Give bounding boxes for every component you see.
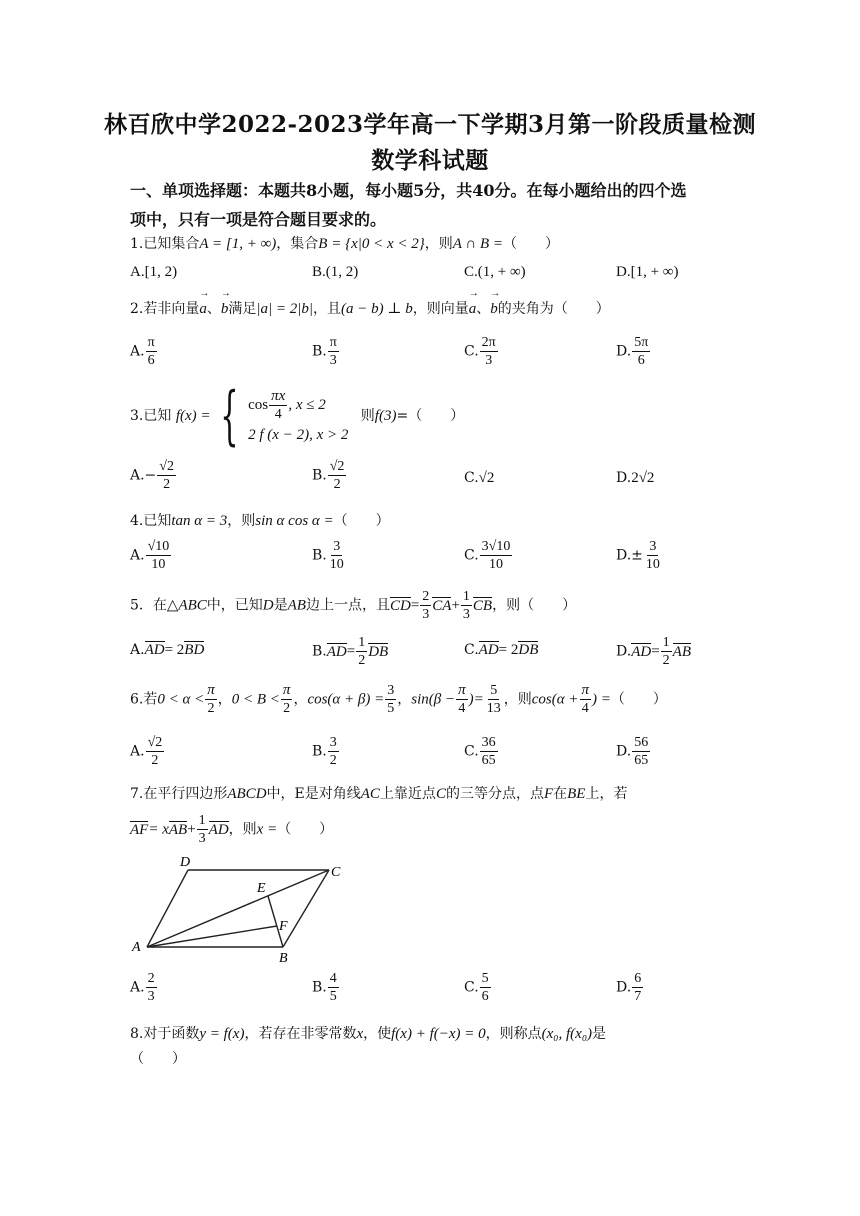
q2-option-a: A. $\frac{\pi}{6}$ — [130, 335, 155, 368]
q2-cond1: |a| = 2|b| — [256, 301, 313, 317]
q3-case-1: cos $\frac{\pi x}{4}$ , x ≤ 2 — [248, 388, 326, 422]
q2-cond2: (a − b) ⊥ b — [340, 301, 413, 317]
q2-sep2: 、 — [476, 301, 491, 317]
q6-option-c: C. $\frac{36}{65}$ — [464, 735, 496, 768]
q7-option-d: D. $\frac{6}{7}$ — [616, 971, 642, 1004]
q1-option-c: C.(1, + ∞) — [464, 264, 526, 280]
q2-stem-b: 满足 — [228, 301, 257, 317]
question-8-line2: （ ） — [130, 1051, 186, 1067]
label-a: A — [132, 940, 141, 955]
q1-expr: A ∩ B = — [452, 236, 504, 252]
section-heading — [130, 176, 740, 234]
q2-vec-a2: → a — [469, 301, 477, 318]
q2-option-b: B. $\frac{\pi}{3}$ — [312, 335, 337, 368]
q5-option-c: C.AD= 2DB — [464, 642, 539, 658]
q7-option-b: B. $\frac{4}{5}$ — [312, 971, 337, 1004]
q2-vec-a: → a — [199, 301, 207, 318]
q7-option-a: A. $\frac{2}{3}$ — [130, 971, 155, 1004]
q2-vec-b: → b — [221, 301, 229, 318]
q4-expr: sin α cos α = — [255, 513, 334, 529]
edge-cb — [283, 870, 329, 947]
q2-stem-c: ，且 — [312, 301, 341, 317]
q3-stem-a: 3.已知 — [130, 408, 172, 424]
q6-option-d: D. $\frac{56}{65}$ — [616, 735, 649, 768]
q6-option-b: B. $\frac{3}{2}$ — [312, 735, 337, 768]
diagonal-ac — [147, 870, 329, 947]
segment-af — [147, 926, 277, 947]
question-8: 8.对于函数y = f(x)，若存在非零常数x，使f(x) + f(−x) = 0，则称点(x₀, f(x₀)是 — [130, 1026, 607, 1042]
q4-option-a: A. $\frac{√10}{10}$ — [130, 539, 170, 572]
label-c: C — [331, 865, 341, 880]
q3-option-d: D.2√2 — [616, 470, 655, 486]
q1-stem-b: ，集合 — [276, 236, 319, 252]
parallelogram-figure — [128, 852, 358, 968]
q4-option-c: C. $\frac{3√10}{10}$ — [464, 539, 511, 572]
q2-vec-b2: → b — [490, 301, 498, 318]
q1-blank: （ ） — [503, 236, 560, 252]
q2-stem-e: 的夹角为（ ） — [497, 301, 610, 317]
q5-option-d: D.AD= $\frac{1}{2}$ AB — [616, 635, 691, 668]
q1-option-d: D.[1, + ∞) — [616, 264, 679, 280]
q2-stem-d: ，则向量 — [412, 301, 469, 317]
label-e: E — [257, 881, 266, 896]
q1-option-a: A.[1, 2) — [130, 264, 178, 280]
q3-option-b: B. $\frac{√2}{2}$ — [312, 459, 345, 492]
q4-option-b: B. $\frac{3}{10}$ — [312, 539, 344, 572]
q1-set-a: A = [1, + ∞) — [199, 236, 277, 252]
q2-stem-a: 2.若非向量 — [130, 301, 200, 317]
q2-sep: 、 — [206, 301, 221, 317]
question-6: 6.若0 < α < $\frac{\pi}{2}$ ，0 < B < $\frac{\pi}{2}$ ，cos(α + β) = $\frac{3}{5}$ ，sin(β − $\frac{\pi}{4}$ )= $\frac{5}{13}$ ，则cos(α + $\frac{\pi}{4}$ ) =（ ） — [130, 682, 667, 716]
q1-stem-c: ，则 — [424, 236, 453, 252]
q1-stem-a: 1.已知集合 — [130, 236, 200, 252]
question-1 — [130, 233, 750, 253]
q5-option-b: B.AD= $\frac{1}{2}$ DB — [312, 635, 389, 668]
section-heading-line2: 项中，只有一项是符合题目要求的。 — [130, 210, 387, 229]
q4-cond: tan α = 3 — [171, 513, 228, 529]
q4-blank: （ ） — [333, 513, 390, 529]
q4-stem-b: ，则 — [227, 513, 256, 529]
q6-option-a: A. $\frac{√2}{2}$ — [130, 735, 163, 768]
label-d: D — [180, 855, 191, 870]
question-4 — [130, 510, 750, 530]
question-7: 7.在平行四边形ABCD中，E是对角线AC上靠近点C的三等分点，点F在BE上，若 — [130, 786, 628, 802]
q4-option-d: D.± $\frac{3}{10}$ — [616, 539, 660, 572]
q3-f3: f(3) — [374, 408, 397, 424]
q3-cases — [248, 388, 348, 444]
q1-set-b: B = {x|0 < x < 2} — [318, 236, 425, 252]
q3-case-2: 2 f (x − 2), x > 2 — [248, 427, 349, 443]
question-3 — [130, 379, 750, 453]
q3-option-a: A.− $\frac{√2}{2}$ — [130, 459, 174, 492]
label-f: F — [279, 919, 288, 934]
q3-stem-c: =（ ） — [396, 408, 465, 424]
edge-da — [147, 870, 188, 947]
q3-brace: { — [220, 379, 239, 453]
q3-fx: f(x) = — [175, 408, 211, 424]
page-subtitle: 数学科试题 — [371, 147, 489, 174]
question-2 — [130, 298, 750, 318]
section-heading-line1: 一、单项选择题：本题共8小题，每小题5分，共40分。在每小题给出的四个选 — [130, 181, 687, 200]
q5-option-a: A.AD= 2BD — [130, 642, 205, 658]
label-b: B — [279, 951, 288, 966]
q7-option-c: C. $\frac{5}{6}$ — [464, 971, 489, 1004]
q2-option-d: D. $\frac{5\pi}{6}$ — [616, 335, 649, 368]
question-5: 5．在△ABC中，已知D是AB边上一点，且CD= $\frac{2}{3}$ CA+ $\frac{1}{3}$ CB，则（ ） — [130, 589, 577, 622]
q3-option-c: C.√2 — [464, 470, 495, 486]
q1-option-b: B.(1, 2) — [312, 264, 359, 280]
q2-option-c: C. $\frac{2\pi}{3}$ — [464, 335, 496, 368]
question-7-line2: AF= xAB+ $\frac{1}{3}$ AD，则x =（ ） — [130, 813, 334, 846]
page-title: 林百欣中学2022-2023学年高一下学期3月第一阶段质量检测 — [103, 111, 757, 138]
q3-stem-b: 则 — [360, 408, 375, 424]
q4-stem-a: 4.已知 — [130, 513, 172, 529]
